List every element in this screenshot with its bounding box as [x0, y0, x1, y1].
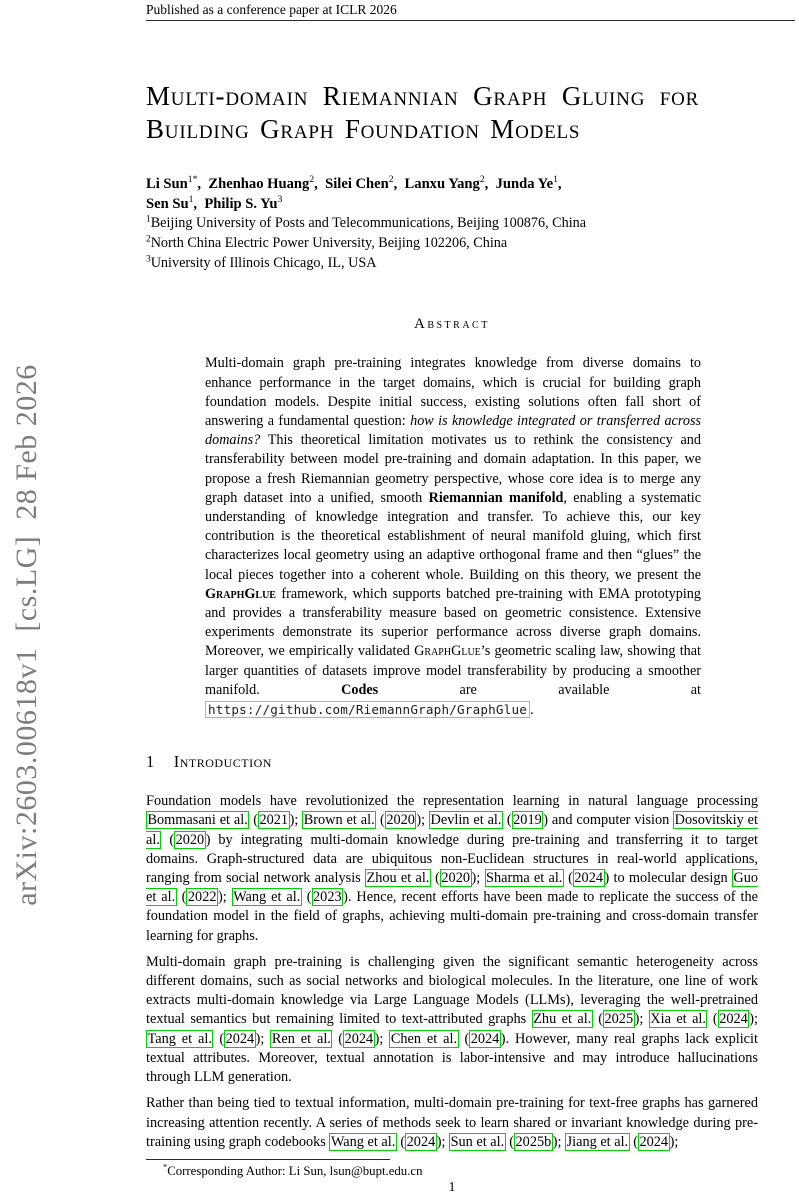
citation-link[interactable]: 2025 [604, 1011, 634, 1028]
section-heading-introduction [146, 752, 758, 772]
citation-link[interactable]: 2024 [406, 1133, 436, 1150]
text-run: ); [669, 1133, 679, 1150]
citation-link[interactable]: Sun et al. [450, 1133, 505, 1150]
text-run: ( [301, 889, 312, 906]
text-column [146, 0, 758, 1179]
citation-link[interactable]: Brown et al. [303, 812, 375, 829]
citation-link[interactable]: Ren et al. [271, 1030, 331, 1047]
citation-link[interactable]: 2020 [175, 831, 205, 848]
text-run: ); [749, 1011, 759, 1028]
bold-run: , Zhenhao Huang [197, 176, 310, 192]
title-line-1: Multi-domain Riemannian Graph Gluing for [146, 81, 700, 111]
section-number: 1 [146, 752, 155, 772]
superscript: 2 [479, 174, 485, 186]
text-run: Corresponding Author: Li Sun, lsun@bupt.edu.cn [167, 1163, 423, 1178]
text-run: framework, which supports batched pre-training with EMA prototyping and provides a transferability measure based on geometric consistence. Extensive experiments demonstrate its superior performance across diverse graph domains. Moreover, we empirically validated [205, 585, 701, 660]
citation-link[interactable]: Wang et al. [330, 1133, 396, 1150]
citation-link[interactable]: Zhu et al. [533, 1011, 592, 1028]
text-run: ); [552, 1133, 566, 1150]
text-run: ( [332, 1030, 344, 1047]
bold-run: Riemannian manifold [428, 489, 564, 506]
citation-link[interactable]: Zhou et al. [366, 870, 430, 887]
smallcaps-run: GraphGlue [205, 585, 276, 602]
title-line-2: Building Graph Foundation Models [146, 114, 581, 144]
bold-run: Sen Su [146, 196, 189, 212]
text-run: ( [629, 1133, 638, 1150]
text-run: Beijing University of Posts and Telecommunications, Beijing 100876, China [150, 215, 587, 231]
bold-run: , Philip S. Yu [193, 196, 278, 212]
text-run: ); [634, 1011, 649, 1028]
header-text: Published as a conference paper at ICLR 2026 [146, 2, 397, 17]
citation-link[interactable]: 2025b [515, 1133, 552, 1150]
text-run: ( [707, 1011, 718, 1028]
citation-link[interactable]: 2022 [187, 889, 217, 906]
bold-run: Codes [341, 681, 379, 698]
arxiv-watermark: arXiv:2603.00618v1 [cs.LG] 28 Feb 2026 [10, 364, 43, 906]
citation-link[interactable]: 2020 [386, 812, 415, 829]
citation-link[interactable]: Tang et al. [147, 1030, 212, 1047]
corresponding-author-footnote [146, 1160, 775, 1179]
citation-link[interactable]: Chen et al. [390, 1030, 458, 1047]
author-line-2 [146, 194, 758, 214]
citation-link[interactable]: 2023 [313, 889, 342, 906]
bold-run: Li Sun [146, 176, 188, 192]
text-run: ( [502, 812, 512, 829]
text-run: . [530, 702, 534, 719]
text-run: ) by integrating multi-domain knowledge during pre-training and transferring it to target domains. Graph-structured data are ubiquitous non-Euclidean structures in real-world applications, ranging from social network analysis [146, 831, 758, 887]
intro-paragraph-2 [146, 953, 758, 1087]
citation-link[interactable]: Guo et al. [146, 870, 759, 906]
italic-run: how is knowledge integrated or transferred across domains? [205, 413, 701, 449]
text-run: ); [374, 1030, 390, 1047]
text-run: University of Illinois Chicago, IL, USA [150, 254, 377, 271]
author-block [146, 174, 758, 214]
page-number: 1 [448, 1180, 456, 1195]
text-run: ); [416, 812, 430, 829]
affiliation-line [146, 234, 758, 254]
section-label: Introduction [173, 752, 272, 772]
superscript: 2 [146, 234, 151, 245]
affiliation-line [146, 214, 758, 234]
superscript: 1 [146, 214, 151, 225]
text-run: Multi-domain graph pre-training is challenging given the significant semantic heterogeneity across different domains, such as social networks and biological molecules. In the literature, one line of work extracts multi-domain knowledge via Large Language Models (LLMs), leveraging the well-pretrained textual semantics but remaining limited to text-attributed graphs [146, 953, 758, 1028]
superscript: 2 [388, 174, 394, 186]
smallcaps-run: GraphGlue [414, 643, 481, 660]
text-run: ( [563, 870, 573, 887]
text-run: ( [458, 1030, 470, 1047]
text-run: North China Electric Power University, Beijing 102206, China [150, 234, 508, 251]
abstract-heading: Abstract [414, 316, 490, 333]
text-run: ) and computer vision [543, 812, 674, 829]
text-run: ); [289, 812, 303, 829]
text-run: are available at [378, 681, 701, 698]
text-run: ( [176, 889, 187, 906]
text-run: Foundation models have revolutionized the representation learning in natural language processing [146, 793, 758, 810]
citation-link[interactable]: Bommasani et al. [147, 812, 248, 829]
citation-link[interactable]: 2024 [225, 1030, 255, 1047]
citation-link[interactable]: 2020 [441, 870, 470, 887]
text-run: ); [471, 870, 485, 887]
citation-link[interactable]: Sharma et al. [486, 870, 563, 887]
bold-run: , Silei Chen [314, 176, 389, 192]
citation-link[interactable]: Wang et al. [233, 889, 301, 906]
citation-link[interactable]: 2024 [344, 1030, 374, 1047]
superscript: 2 [309, 174, 315, 186]
citation-link[interactable]: 2024 [639, 1133, 669, 1150]
text-run: ). However, many real graphs lack explicit textual attributes. Moreover, textual annotation is labor-intensive and may introduce hallucinations through LLM generation. [146, 1030, 758, 1086]
text-run: Multi-domain graph pre-training integrates knowledge from diverse domains to enhance performance in the target domains, which is crucial for building graph foundation models. Despite initial success, existing solutions often fall short of answering a fundamental question: [205, 355, 701, 429]
superscript: 1 [553, 174, 558, 186]
text-run: ( [161, 831, 175, 848]
superscript: * [163, 1161, 168, 1172]
text-run: ). Hence, recent efforts have been made to replicate the success of the foundation model in the field of graphs, achieving multi-domain pre-training and cross-domain transfer learning for graphs. [146, 889, 758, 944]
superscript: 1 [188, 194, 194, 206]
citation-link[interactable]: Dosovitskiy et al. [146, 812, 758, 848]
text-run: ) to molecular design [604, 870, 732, 887]
affiliation-line [146, 254, 758, 274]
superscript: 1* [187, 174, 198, 186]
text-run: , enabling a systematic understanding of knowledge integration and transfer. To achieve this, our key contribution is the theoretical establishment of neural manifold gluing, which first characterizes local geometry using an adaptive orthogonal frame and then “glues” the local pieces together into a coherent whole. Building on this theory, we present the [205, 489, 702, 583]
citation-link[interactable]: 2019 [513, 812, 542, 829]
text-run: ); [436, 1133, 450, 1150]
citation-link[interactable]: Jiang et al. [566, 1133, 629, 1150]
citation-link[interactable]: 2024 [574, 870, 603, 887]
page-title [146, 80, 758, 146]
intro-paragraph-1 [146, 792, 758, 946]
author-line-1 [146, 174, 758, 194]
bold-run: , Lanxu Yang [393, 176, 480, 192]
citation-link[interactable]: 2021 [259, 812, 289, 829]
affiliation-block [146, 214, 758, 273]
text-run: This theoretical limitation motivates us to rethink the consistency and transferability between model pre-training and domain adaptation. In this paper, we propose a fresh Riemannian geometry perspective, whose core idea is to merge any graph dataset into a unified, smooth [205, 432, 701, 506]
text-run: ( [505, 1133, 515, 1150]
superscript: 3 [277, 194, 283, 206]
citation-link[interactable]: Devlin et al. [430, 812, 502, 829]
bold-run: , Junda Ye [484, 176, 554, 192]
text-run: ( [430, 870, 440, 887]
superscript: 3 [146, 253, 151, 264]
abstract-body [205, 354, 701, 720]
text-run: ( [396, 1133, 406, 1150]
text-run: ( [376, 812, 385, 829]
text-run: ); [255, 1030, 271, 1047]
repo-link[interactable]: https://github.com/RiemannGraph/GraphGlue [205, 701, 530, 718]
text-run: ( [592, 1011, 603, 1028]
citation-link[interactable]: 2024 [719, 1011, 748, 1028]
text-run: ’s geometric scaling law, showing that larger quantities of datasets improve model transferability by producing a smoother manifold. [205, 643, 701, 698]
text-run: Rather than being tied to textual information, multi-domain pre-training for text-free graphs has garnered increasing attention recently. A series of methods seek to learn shared or invariant knowledge during pre-training using graph codebooks [146, 1095, 758, 1150]
bold-run: , [557, 176, 562, 192]
citation-link[interactable]: 2024 [470, 1030, 500, 1047]
text-run: ( [213, 1030, 225, 1047]
intro-paragraph-3 [146, 1094, 758, 1152]
text-run: ( [249, 812, 258, 829]
text-run: ); [217, 889, 232, 906]
citation-link[interactable]: Xia et al. [650, 1011, 706, 1028]
